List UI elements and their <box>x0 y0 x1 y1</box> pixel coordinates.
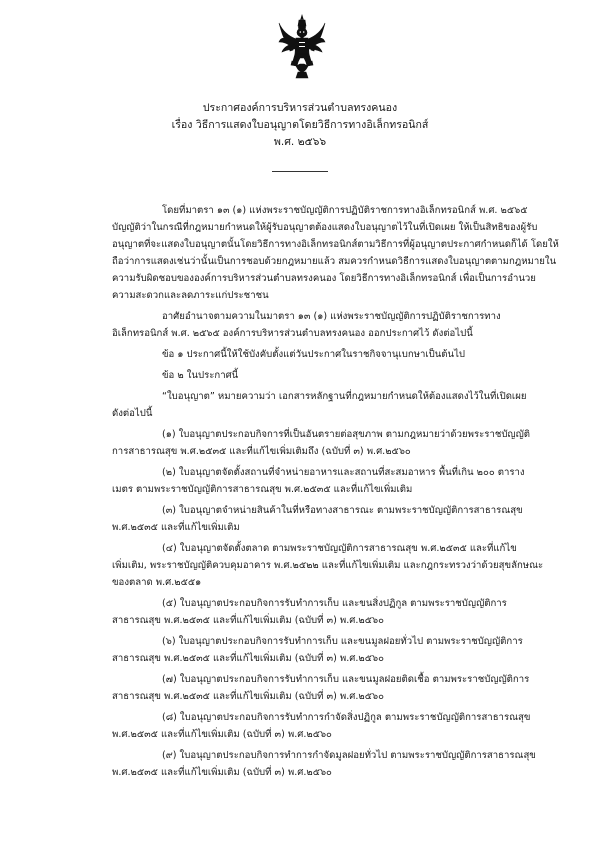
license-item: พ.ศ.๒๕๓๕ และที่แก้ไขเพิ่มเติม (ฉบับที่ ๓) พ.ศ.๒๕๖๐ <box>112 767 332 778</box>
title-line-organization: ประกาศองค์การบริหารส่วนตำบลทรงคนอง <box>202 102 398 114</box>
definition-line: “ใบอนุญาต” หมายความว่า เอกสารหลักฐานที่กฎหมายกำหนดให้ต้องแสดงไว้ในที่เปิดเผย <box>162 391 527 402</box>
license-item: เพิ่มเติม, พระราชบัญญัติควบคุมอาคาร พ.ศ.๒๕๒๒ และที่แก้ไขเพิ่มเติม และกฎกระทรวงว่าด้วยสุขลักษณะ <box>112 560 544 571</box>
license-item: (๕) ใบอนุญาตประกอบกิจการรับทำการเก็บ และขนสิ่งปฏิกูล ตามพระราชบัญญัติการ <box>162 598 507 609</box>
body-line: อาศัยอำนาจตามความในมาตรา ๑๓ (๑) แห่งพระราชบัญญัติการปฏิบัติราชการทาง <box>162 311 501 322</box>
body-line: ความรับผิดชอบขององค์การบริหารส่วนตำบลทรงคนอง โดยวิธีการทางอิเล็กทรอนิกส์ เพื่อเป็นการอำนวย <box>112 273 536 284</box>
license-item: สาธารณสุข พ.ศ.๒๕๓๕ และที่แก้ไขเพิ่มเติม (ฉบับที่ ๓) พ.ศ.๒๕๖๐ <box>112 615 384 626</box>
license-item: (๑) ใบอนุญาตประกอบกิจการที่เป็นอันตรายต่อสุขภาพ ตามกฎหมายว่าด้วยพระราชบัญญัติ <box>162 429 531 440</box>
license-item: (๖) ใบอนุญาตประกอบกิจการรับทำการเก็บ และขนมูลฝอยทั่วไป ตามพระราชบัญญัติการ <box>162 636 523 647</box>
body-line: อนุญาตที่จะแสดงใบอนุญาตนั้นโดยวิธีการทางอิเล็กทรอนิกส์ตามวิธีการที่ผู้อนุญาตประกาศกำหนดก็ได้ โดยให้ <box>112 239 559 250</box>
body-line: บัญญัติว่าในกรณีที่กฎหมายกำหนดให้ผู้รับอนุญาตต้องแสดงใบอนุญาตไว้ในที่เปิดเผย ให้เป็นสิทธิของผู้รับ <box>112 222 538 233</box>
body-line: โดยที่มาตรา ๑๓ (๑) แห่งพระราชบัญญัติการปฏิบัติราชการทางอิเล็กทรอนิกส์ พ.ศ. ๒๕๖๕ <box>162 205 528 216</box>
title-line-year: พ.ศ. ๒๕๖๖ <box>273 136 327 148</box>
license-item: (๙) ใบอนุญาตประกอบกิจการทำการกำจัดมูลฝอยทั่วไป ตามพระราชบัญญัติการสาธารณสุข <box>162 750 536 761</box>
license-item: พ.ศ.๒๕๓๕ และที่แก้ไขเพิ่มเติม <box>112 522 240 533</box>
body-line: อิเล็กทรอนิกส์ พ.ศ. ๒๕๖๕ องค์การบริหารส่วนตำบลทรงคนอง ออกประกาศไว้ ดังต่อไปนี้ <box>112 328 473 339</box>
clause-2: ข้อ ๒ ในประกาศนี้ <box>162 370 239 381</box>
license-item: (๔) ใบอนุญาตจัดตั้งตลาด ตามพระราชบัญญัติการสาธารณสุข พ.ศ.๒๕๓๕ และที่แก้ไข <box>162 543 517 554</box>
title-line-subject: เรื่อง วิธีการแสดงใบอนุญาตโดยวิธีการทางอิเล็กทรอนิกส์ <box>171 119 429 131</box>
garuda-emblem-icon <box>278 14 326 80</box>
license-item: เมตร ตามพระราชบัญญัติการสาธารณสุข พ.ศ.๒๕๓๕ และที่แก้ไขเพิ่มเติม <box>112 484 413 495</box>
license-item: (๒) ใบอนุญาตจัดตั้งสถานที่จำหน่ายอาหารและสถานที่สะสมอาหาร พื้นที่เกิน ๒๐๐ ตาราง <box>162 467 525 478</box>
body-line: ถือว่าการแสดงเช่นว่านั้นเป็นการชอบด้วยกฎหมายแล้ว สมควรกำหนดวิธีการแสดงใบอนุญาตตามกฎหมายใน <box>112 256 557 267</box>
clause-1: ข้อ ๑ ประกาศนี้ให้ใช้บังคับตั้งแต่วันประกาศในราชกิจจานุเบกษาเป็นต้นไป <box>162 349 465 360</box>
license-item: สาธารณสุข พ.ศ.๒๕๓๕ และที่แก้ไขเพิ่มเติม (ฉบับที่ ๓) พ.ศ.๒๕๖๐ <box>112 691 384 702</box>
license-item: (๗) ใบอนุญาตประกอบกิจการรับทำการเก็บ และขนมูลฝอยติดเชื้อ ตามพระราชบัญญัติการ <box>162 674 530 685</box>
license-item: สาธารณสุข พ.ศ.๒๕๓๕ และที่แก้ไขเพิ่มเติม (ฉบับที่ ๓) พ.ศ.๒๕๖๐ <box>112 653 384 664</box>
body-line: ความสะดวกและลดภาระแก่ประชาชน <box>112 290 269 301</box>
title-divider <box>272 171 328 172</box>
license-item: การสาธารณสุข พ.ศ.๒๕๓๕ และที่แก้ไขเพิ่มเติมถึง (ฉบับที่ ๓) พ.ศ.๒๕๖๐ <box>112 446 411 457</box>
license-item: (๘) ใบอนุญาตประกอบกิจการรับทำการกำจัดสิ่งปฏิกูล ตามพระราชบัญญัติการสาธารณสุข <box>162 712 531 723</box>
license-item: (๓) ใบอนุญาตจำหน่ายสินค้าในที่หรือทางสาธารณะ ตามพระราชบัญญัติการสาธารณสุข <box>162 505 523 516</box>
license-item: ของตลาด พ.ศ.๒๕๕๑ <box>112 577 202 588</box>
announcement-title <box>0 100 600 151</box>
license-item: พ.ศ.๒๕๓๕ และที่แก้ไขเพิ่มเติม (ฉบับที่ ๓) พ.ศ.๒๕๖๐ <box>112 729 332 740</box>
definition-line: ดังต่อไปนี้ <box>112 408 153 419</box>
